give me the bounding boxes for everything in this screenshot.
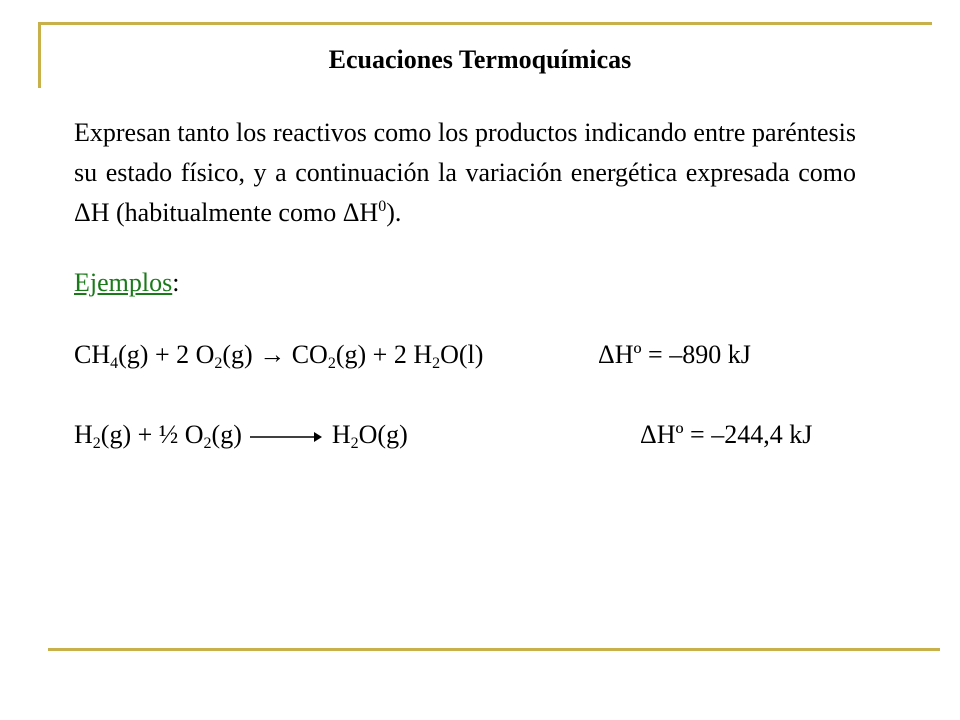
eq1-subscript: 4 [110,355,119,372]
intro-end-text: ). [386,198,402,227]
intro-superscript: 0 [378,198,387,215]
eq1-text: (g) + 2 H [335,340,433,369]
top-border-line [38,22,932,25]
intro-paragraph [74,113,856,233]
eq1-subscript: 2 [432,355,441,372]
intro-main-text: Expresan tanto los reactivos como los productos indicando entre paréntesis su estado físico, y a continuación la variación energética expresada como ΔH (habitualmente como ΔH [74,118,856,227]
eq2-subscript: 2 [350,435,359,452]
eq1-text: O(l) [440,340,484,369]
examples-colon: : [172,268,180,297]
eq2-subscript: 2 [203,435,212,452]
enthalpy-value-eq2: ΔHº = –244,4 kJ [640,420,813,449]
long-reaction-arrow-icon [250,430,322,444]
eq1-text: CH [74,340,111,369]
examples-heading [74,268,179,298]
equation-water-formation [74,420,408,450]
eq1-subscript: 2 [214,355,223,372]
enthalpy-value-eq1: ΔHº = –890 kJ [598,340,751,369]
eq2-text: H [74,420,93,449]
eq2-text: H [331,420,351,449]
reaction-arrow-icon: → [259,340,286,369]
bottom-border-line [48,648,940,651]
eq2-text: (g) + ½ O [100,420,204,449]
eq2-text: (g) [211,420,242,449]
eq1-text: CO [285,340,328,369]
eq1-text: (g) + 2 O [118,340,215,369]
eq1-text: (g) [222,340,260,369]
eq1-subscript: 2 [327,355,336,372]
slide-title: Ecuaciones Termoquímicas [328,45,632,74]
eq2-text: O(g) [358,420,408,449]
eq2-subscript: 2 [92,435,101,452]
examples-label: Ejemplos [74,268,173,297]
equation-methane-combustion [74,340,483,370]
